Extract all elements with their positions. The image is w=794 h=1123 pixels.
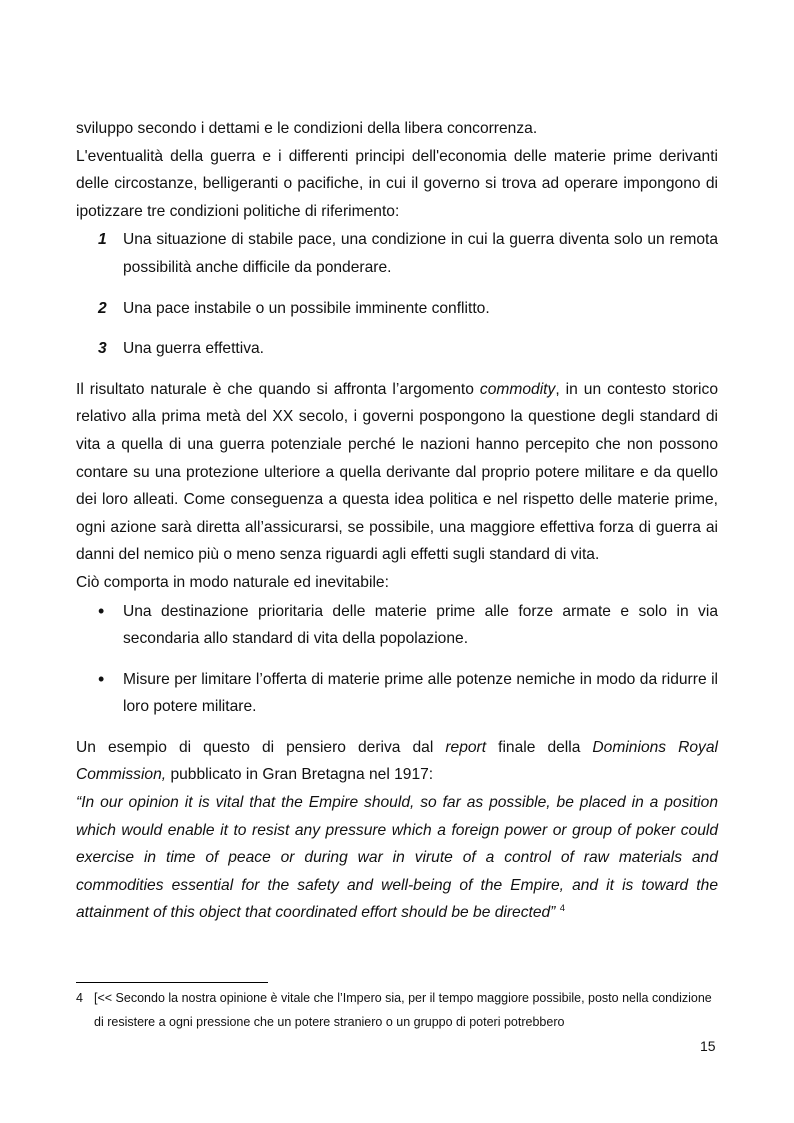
- footnote: [76, 986, 718, 1034]
- list-item-text: Una guerra effettiva.: [123, 340, 265, 358]
- list-number: 3: [98, 340, 107, 358]
- footnote-reference[interactable]: 4: [559, 903, 566, 915]
- footnote-text: [<< Secondo la nostra opinione è vitale che l’Impero sia, per il tempo maggiore possibile, posto nella condizione di resistere a ogni pressione che un potere straniero o un gruppo di poteri potrebbero: [94, 991, 712, 1029]
- list-item: [76, 226, 718, 281]
- paragraph-5-text-a: Un esempio di questo di pensiero deriva dal: [76, 738, 446, 756]
- list-item: [76, 295, 718, 323]
- paragraph-5-text-b: finale della: [486, 738, 593, 756]
- list-item-text: Una destinazione prioritaria delle materie prime alle forze armate e solo in via secondaria allo standard di vita della popolazione.: [123, 602, 718, 648]
- footnote-divider: [76, 982, 268, 983]
- footnote-number: 4: [76, 991, 83, 1005]
- list-number: 1: [98, 231, 107, 249]
- quotation: [76, 789, 718, 927]
- paragraph-5: [76, 734, 718, 789]
- paragraph-3-text-a: Il risultato naturale è che quando si affronta l’argomento: [76, 380, 480, 398]
- paragraph-5-text-c: pubblicato in Gran Bretagna nel 1917:: [166, 766, 434, 784]
- list-item-text: Misure per limitare l’offerta di materie prime alle potenze nemiche in modo da ridurre il loro potere militare.: [123, 670, 718, 716]
- paragraph-3-italic: commodity: [479, 380, 556, 398]
- list-item: [76, 666, 718, 721]
- paragraph-4: Ciò comporta in modo naturale ed inevitabile:: [76, 573, 389, 591]
- bullet-icon: •: [98, 668, 105, 689]
- numbered-list: [76, 226, 718, 362]
- paragraph-5-italic-commission: Dominions Royal Commission,: [76, 738, 718, 784]
- paragraph-1: sviluppo secondo i dettami e le condizioni della libera concorrenza.: [76, 120, 538, 137]
- quotation-text: “In our opinion it is vital that the Empire should, so far as possible, be placed in a position which would enable it to resist any pressure which a foreign power or group of poker could exercise in time of peace or during war in virute of a control of raw materials and commodities essential for the safety and well-being of the Empire, and it is toward the attainment of this object that coordinated effort should be be directed”: [76, 794, 718, 922]
- page-body: [76, 115, 718, 927]
- list-item: [76, 598, 718, 653]
- bullet-icon: •: [98, 600, 105, 621]
- paragraph-5-italic-report: report: [445, 738, 487, 756]
- list-item-text: Una pace instabile o un possibile imminente conflitto.: [123, 299, 490, 317]
- paragraph-2: L'eventualità della guerra e i differenti principi dell'economia delle materie prime derivanti delle circostanze, belligeranti o pacifiche, in cui il governo si trova ad operare impongono di ipotizzare tre condizioni politiche di riferimento:: [76, 147, 718, 220]
- paragraph-3-text-b: , in un contesto storico relativo alla prima metà del XX secolo, i governi pospongono la questione degli standard di vita a quella di una guerra potenziale perché le nazioni hanno percepito che non possono contare su una protezione ulteriore a quella derivante dal proprio potere militare e da quello dei loro alleati. Come conseguenza a questa idea politica e nel rispetto delle materie prime, ogni azione sarà diretta all’assicurarsi, se possibile, una maggiore effettiva forza di guerra ai danni del nemico più o meno senza riguardi agli effetti sugli standard di vita.: [76, 380, 718, 564]
- bullet-list: [76, 598, 718, 721]
- page-number: 15: [700, 1038, 716, 1054]
- list-item-text: Una situazione di stabile pace, una condizione in cui la guerra diventa solo un remota possibilità anche difficile da ponderare.: [123, 231, 718, 276]
- list-item: [76, 335, 718, 363]
- list-number: 2: [98, 299, 107, 317]
- paragraph-3: [76, 376, 718, 569]
